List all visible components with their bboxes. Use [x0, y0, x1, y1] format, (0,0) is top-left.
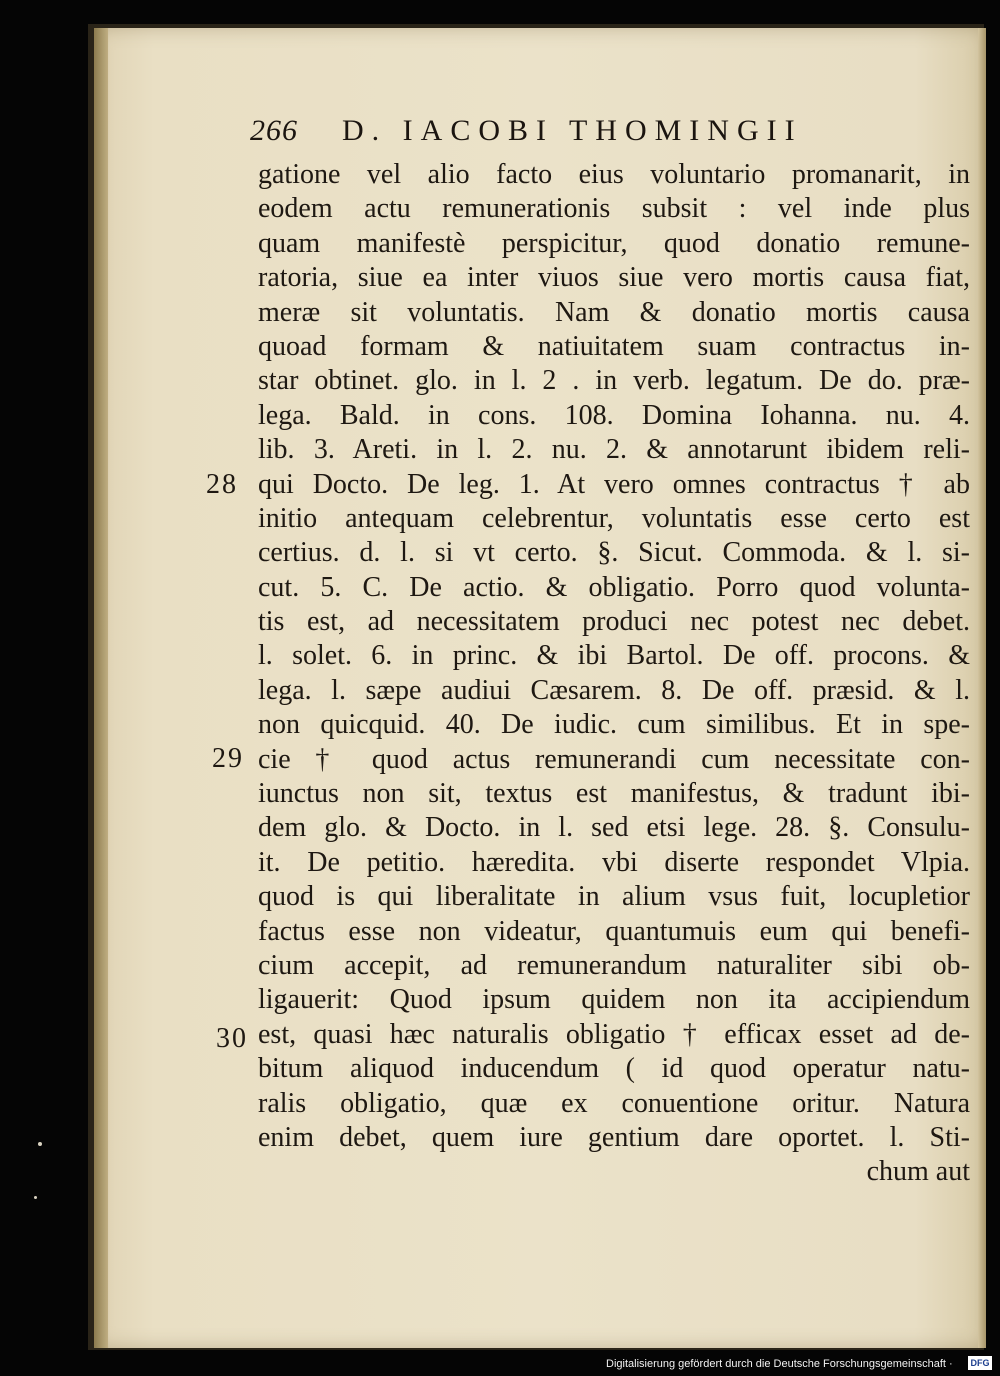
- text-line: ligauerit: Quod ipsum quidem non ita accipiendum: [258, 984, 970, 1016]
- text-line: est, quasi hæc naturalis obligatio † efficax esset ad de-: [258, 1018, 970, 1050]
- text-line: cut. 5. C. De actio. & obligatio. Porro quod volunta-: [258, 571, 970, 603]
- text-line: quod is qui liberalitate in alium vsus fuit, locupletior: [258, 881, 970, 913]
- text-line: certius. d. l. si vt certo. §. Sicut. Commoda. & l. si-: [258, 537, 970, 569]
- text-line: bitum aliquod inducendum ( id quod operatur natu-: [258, 1053, 970, 1085]
- running-title: D. IACOBI THOMINGII: [342, 114, 803, 147]
- text-line: meræ sit voluntatis. Nam & donatio mortis causa: [258, 296, 970, 328]
- text-line: ralis obligatio, quæ ex conuentione oritur. Natura: [258, 1087, 970, 1119]
- text-line: cium accepit, ad remunerandum naturaliter sibi ob-: [258, 949, 970, 981]
- text-line: lega. l. sæpe audiui Cæsarem. 8. De off. præsid. & l.: [258, 674, 970, 706]
- text-line: l. solet. 6. in princ. & ibi Bartol. De off. procons. &: [258, 640, 970, 672]
- text-line: ratoria, siue ea inter viuos siue vero mortis causa fiat,: [258, 262, 970, 294]
- text-line: it. De petitio. hæredita. vbi diserte respondet Vlpia.: [258, 846, 970, 878]
- dust-speck: [38, 1142, 42, 1146]
- page-edge: [978, 28, 986, 1348]
- body-text: [258, 158, 970, 1190]
- text-line: cie † quod actus remunerandi cum necessitate con-: [258, 743, 970, 775]
- text-line: initio antequam celebrentur, voluntatis esse certo est: [258, 502, 970, 534]
- running-head: [250, 112, 890, 156]
- text-line: lega. Bald. in cons. 108. Domina Iohanna. nu. 4.: [258, 399, 970, 431]
- page-gutter: [94, 28, 108, 1348]
- text-line: iunctus non sit, textus est manifestus, & tradunt ibi-: [258, 778, 970, 810]
- margin-number: 29: [212, 743, 244, 774]
- text-line: gatione vel alio facto eius voluntario promanarit, in: [258, 159, 970, 190]
- dfg-logo: DFG: [968, 1356, 992, 1370]
- text-line: non quicquid. 40. De iudic. cum similibus. Et in spe-: [258, 709, 970, 741]
- text-line: quam manifestè perspicitur, quod donatio remune-: [258, 227, 970, 259]
- dust-speck: [34, 1196, 37, 1199]
- margin-number: 30: [216, 1023, 248, 1054]
- text-line: factus esse non videatur, quantumuis eum qui benefi-: [258, 915, 970, 947]
- text-line: tis est, ad necessitatem produci nec potest nec debet.: [258, 606, 970, 638]
- text-line: enim debet, quem iure gentium dare oportet. l. Sti-: [258, 1121, 970, 1153]
- text-line: lib. 3. Areti. in l. 2. nu. 2. & annotarunt ibidem reli-: [258, 434, 970, 466]
- text-line: quoad formam & natiuitatem suam contractus in-: [258, 330, 970, 362]
- page-number: 266: [250, 114, 298, 147]
- text-line: eodem actu remunerationis subsit : vel inde plus: [258, 193, 970, 225]
- margin-number: 28: [206, 469, 238, 500]
- digitization-credit: Digitalisierung gefördert durch die Deutsche Forschungsgemeinschaft ·: [606, 1358, 953, 1370]
- text-line: star obtinet. glo. in l. 2 . in verb. legatum. De do. præ-: [258, 365, 970, 397]
- catchword: chum aut: [866, 1156, 970, 1188]
- text-line: dem glo. & Docto. in l. sed etsi lege. 28. §. Consulu-: [258, 812, 970, 844]
- text-line: qui Docto. De leg. 1. At vero omnes contractus † ab: [258, 468, 970, 500]
